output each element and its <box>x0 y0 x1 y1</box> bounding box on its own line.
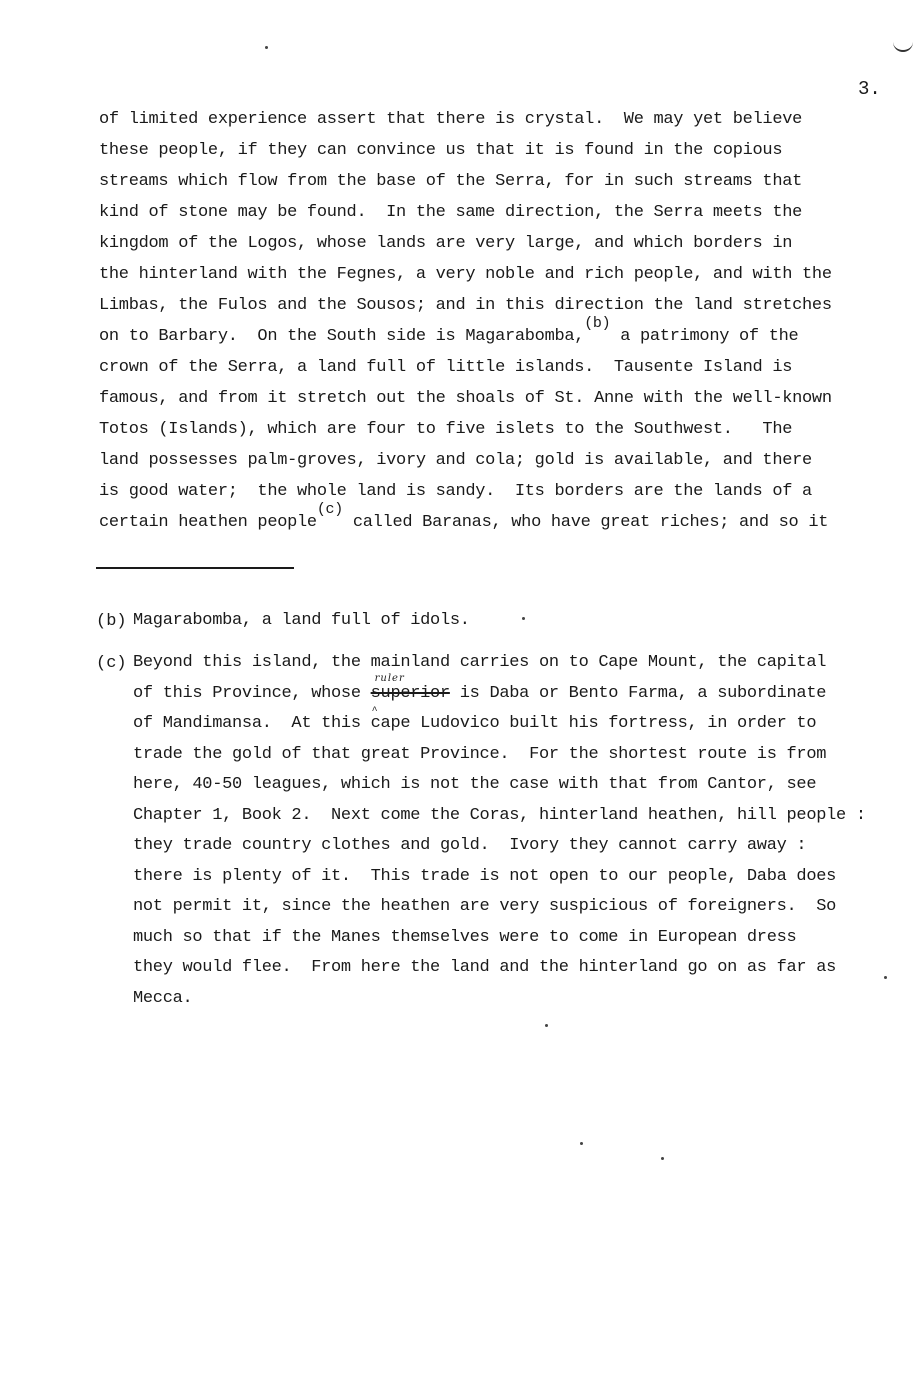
body-text <box>99 104 899 538</box>
body-line: kingdom of the Logos, whose lands are very large, and which borders in <box>99 234 793 253</box>
body-line-text: called Baranas, who have great riches; and so it <box>342 513 829 532</box>
footnote-c <box>96 648 896 1014</box>
footnote-line: Mecca. <box>133 988 193 1008</box>
footnote-line: they trade country clothes and gold. Ivory they cannot carry away : <box>133 836 807 855</box>
body-line: Limbas, the Fulos and the Sousos; and in this direction the land stretches <box>99 296 832 315</box>
footnote-line: much so that if the Manes themselves were to come in European dress <box>133 927 797 947</box>
scan-speck <box>580 1142 583 1145</box>
body-line: land possesses palm-groves, ivory and cola; gold is available, and there <box>99 451 812 470</box>
handwritten-correction <box>370 672 450 717</box>
footnote-line <box>96 672 896 717</box>
footnote-line: not permit it, since the heathen are very suspicious of foreigners. So <box>133 897 837 916</box>
footnote-line: Chapter 1, Book 2. Next come the Coras, hinterland heathen, hill people : <box>133 805 866 825</box>
footnote-marker: (c) <box>96 654 127 673</box>
struck-word: superior <box>370 683 450 703</box>
footnote-line: Magarabomba, a land full of idols. <box>133 611 470 630</box>
body-line-text: a patrimony of the <box>610 327 799 346</box>
body-line: of limited experience assert that there is crystal. We may yet believe <box>99 110 803 129</box>
footnote-line-text: is Daba or Bento Farma, a subordinate <box>449 683 827 703</box>
footnote-line: of Mandimansa. At this cape Ludovico built his fortress, in order to <box>133 714 817 733</box>
correction-word: ruler <box>374 672 405 684</box>
footnote-ref-c: (c) <box>316 501 343 518</box>
body-line-text: on to Barbary. On the South side is Magarabomba, <box>99 327 585 346</box>
body-line <box>99 315 899 352</box>
footnote-b <box>96 606 896 637</box>
footnote-line-text: of this Province, whose <box>133 683 371 703</box>
scan-speck <box>265 46 268 49</box>
body-line: streams which flow from the base of the Serra, for in such streams that <box>99 172 803 191</box>
footnote-line: they would flee. From here the land and the hinterland go on as far as <box>133 958 837 977</box>
scan-speck <box>884 976 887 979</box>
body-line: kind of stone may be found. In the same direction, the Serra meets the <box>99 203 803 222</box>
body-line: these people, if they can convince us that it is found in the copious <box>99 141 783 160</box>
body-line <box>99 501 899 538</box>
footnote-line: here, 40-50 leagues, which is not the case with that from Cantor, see <box>133 775 817 794</box>
body-line-text: certain heathen people <box>99 513 317 532</box>
scan-speck <box>661 1157 664 1160</box>
footnote-line: trade the gold of that great Province. For the shortest route is from <box>133 744 827 764</box>
scan-speck <box>522 617 525 620</box>
body-line: is good water; the whole land is sandy. Its borders are the lands of a <box>99 482 812 501</box>
footnote-line: Beyond this island, the mainland carries on to Cape Mount, the capital <box>133 653 827 672</box>
footnote-divider <box>96 567 294 569</box>
footnote-ref-b: (b) <box>584 315 611 332</box>
caret-mark: ^ <box>371 705 378 717</box>
body-line: crown of the Serra, a land full of little islands. Tausente Island is <box>99 358 793 377</box>
margin-mark <box>893 40 913 52</box>
body-line: the hinterland with the Fegnes, a very noble and rich people, and with the <box>99 265 832 284</box>
scan-speck <box>545 1024 548 1027</box>
page-number: 3. <box>858 78 881 100</box>
body-line: famous, and from it stretch out the shoals of St. Anne with the well-known <box>99 389 832 408</box>
footnote-line: there is plenty of it. This trade is not open to our people, Daba does <box>133 866 837 886</box>
body-line: Totos (Islands), which are four to five islets to the Southwest. The <box>99 420 793 439</box>
footnote-marker: (b) <box>96 612 127 631</box>
